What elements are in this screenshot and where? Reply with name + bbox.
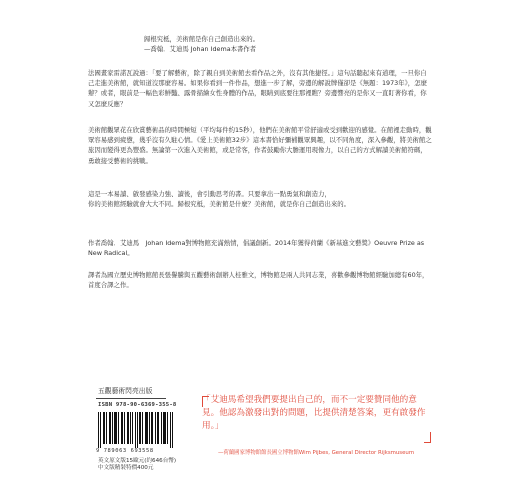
author-quote: 歸根究柢，美術館是你自己創造出來的。 —喬翰．艾迪馬 Johan Idema本書作者 [144, 35, 260, 54]
barcode-digits: 9 789063 693558 [96, 448, 154, 454]
museum-visit-paragraph: 美術館觀眾花在欣賞藝術品的時間極短（平均每件約15秒），他們在美術館平常舒適或受到歡迎的感覺。在館裡走動時，觀眾容易感到疲憊，幾乎沒有久駐心情。《愛上美術館32步》這本書恰好彌補觀眾興趣，以不同角度，深入參觀，將美術館之旅因而變得更為豐盛。無論第一次進入美術館，或是常客，作者鼓勵你大膽運用現像力，以自己的方式解讀美術館符碼，勇敢接受藝術的挑戰。 [88, 126, 432, 165]
endorsement-quote: 「艾迪馬希望我們要提出自己的，而不一定要贊同他的意見。他認為激發出對的問題，比提供清楚答案，更有啟發作用。」 [202, 395, 426, 431]
isbn-number: ISBN 978-90-6369-355-8 [98, 402, 177, 408]
barcode-icon [96, 412, 180, 448]
publisher-divider [96, 398, 166, 399]
quote-bracket-close [424, 432, 431, 443]
intro-paragraph: 法國畫家雷諾瓦說過：「要了解藝術，除了親自到美術館去看作品之外，沒有其他捷徑。」這句話聽起來有道理，一旦你自己走進美術館，就知道沒那麼容易。如果你看到一件作品，想進一步了解，旁邊的解說牌僅卻是《無題：1973年》，怎麼辦？或者，眼前是一幅色彩鮮豔、露骨描繪女性身體的作品，眼睛到底要往那裡瞧？旁邊響亮的是你又一直盯著你看，你又怎麼反應？ [88, 69, 427, 108]
translator-paragraph: 譯者為國立歷史博物館館長張譽騰與五觀藝術創辦人桂雅文，博物館是兩人共同志業，喜歡參觀博物館經驗加總有60年，首度合譯之作。 [88, 271, 429, 290]
endorsement-attribution: —荷蘭國家博物館館長國立博物館Wim Pijbes, General Director Rijksmuseum [218, 450, 415, 456]
book-summary-paragraph: 這是一本易讀、啟發感染力強、讀後，會引動思考的書。只要拿出一點勇氣和創造力， 你的美術館經驗就會大大不同。歸根究柢，美術館是什麼？美術館，就是你自己創造出來的。 [88, 190, 351, 209]
publisher-name: 五觀藝術閃亮出版 [98, 387, 153, 395]
price-info: 英文原文版15歐元(約646台幣) 中文版精裝特價400元 [98, 458, 177, 471]
author-bio-paragraph: 作者喬翰．艾迪馬 Johan Idema對博物館充滿熱情，倡議創新。2014年獲得荷蘭《新基進文藝獎》Oeuvre Prize as New Radical。 [88, 239, 425, 258]
